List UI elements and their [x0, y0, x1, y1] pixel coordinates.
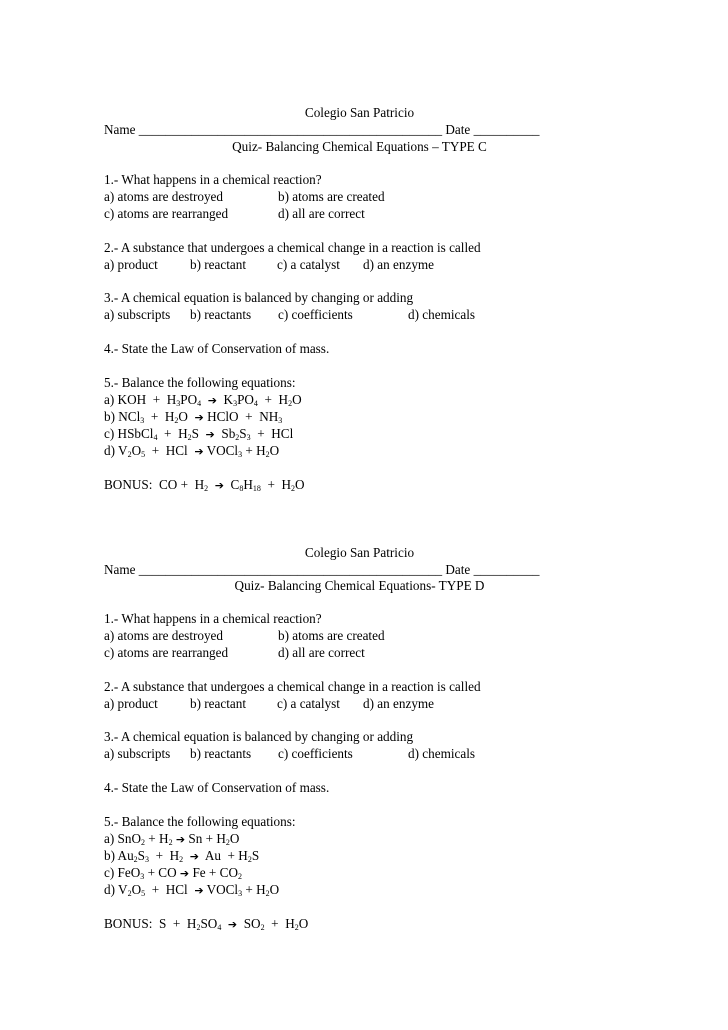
question-5: 5.- Balance the following equations: [104, 814, 296, 829]
equation-text: S [239, 426, 247, 441]
subscript: 2 [174, 416, 179, 425]
equation-text: O [298, 916, 309, 931]
question-3: 3.- A chemical equation is balanced by changing or adding [104, 290, 414, 305]
equation-text: + H [264, 916, 295, 931]
equation-text [201, 392, 208, 407]
subscript: 5 [141, 889, 146, 898]
question-2: 2.- A substance that undergoes a chemical change in a reaction is called [104, 240, 481, 255]
question-3: 3.- A chemical equation is balanced by changing or adding [104, 729, 414, 744]
subscript: 4 [253, 399, 258, 408]
equation-text: O [295, 477, 305, 492]
equation-text: Sn + H [185, 831, 226, 846]
subscript: 2 [127, 450, 132, 459]
subscript: 2 [247, 855, 252, 864]
arrow-right-icon: ➔ [207, 394, 217, 407]
question-1-options-row-1 [104, 628, 385, 644]
equation-text: a) SnO [104, 831, 141, 846]
arrow-right-icon: ➔ [214, 479, 224, 492]
option-a: a) atoms are destroyed [104, 189, 224, 204]
equation-text: + HCl [145, 443, 195, 458]
equation-text: BONUS: S + H [104, 916, 197, 931]
equation-text: + H [149, 848, 180, 863]
name-date-line: Name ______________________________________________ Date __________ [104, 122, 540, 137]
equation-text: + H [144, 409, 175, 424]
question-2-options [104, 696, 434, 712]
arrow-right-icon: ➔ [205, 428, 215, 441]
equation-text: PO [180, 392, 198, 407]
school-name: Colegio San Patricio [304, 545, 415, 560]
equation-text: d) V [104, 882, 128, 897]
subscript: 2 [288, 399, 293, 408]
question-4: 4.- State the Law of Conservation of mass. [104, 780, 330, 795]
equation-line [104, 392, 302, 409]
subscript: 2 [187, 433, 192, 442]
equation-text: BONUS: CO + H [104, 477, 205, 492]
option-d: d) all are correct [278, 645, 365, 660]
option-c: c) a catalyst [277, 696, 340, 711]
subscript: 2 [133, 855, 138, 864]
subscript: 18 [252, 484, 261, 493]
option-d: d) an enzyme [363, 696, 435, 711]
subscript: 3 [246, 433, 251, 442]
equation-text: + H [242, 443, 266, 458]
option-d: d) chemicals [408, 746, 476, 761]
option-c: c) atoms are rearranged [104, 645, 229, 660]
option-c: c) a catalyst [277, 257, 340, 272]
subscript: 2 [225, 838, 230, 847]
subscript: 2 [235, 433, 240, 442]
question-5: 5.- Balance the following equations: [104, 375, 296, 390]
equation-text: d) V [104, 443, 128, 458]
equation-text: c) FeO [104, 865, 141, 880]
equation-text: + H [242, 882, 266, 897]
equation-text: O [131, 443, 142, 458]
equation-text: a) KOH + H [104, 392, 177, 407]
equation-line [104, 882, 279, 899]
option-b: b) reactants [190, 746, 252, 761]
bonus-equation [104, 477, 305, 494]
option-b: b) atoms are created [278, 189, 385, 204]
option-d: d) an enzyme [363, 257, 435, 272]
option-b: b) atoms are created [278, 628, 385, 643]
equation-text: b) Au [104, 848, 134, 863]
question-1-options-row-2 [104, 645, 365, 661]
question-3-options [104, 746, 475, 762]
subscript: 5 [141, 450, 146, 459]
subscript: 2 [265, 450, 270, 459]
equation-text: C [223, 477, 240, 492]
equation-text: K [216, 392, 234, 407]
arrow-right-icon: ➔ [227, 918, 238, 931]
question-1: 1.- What happens in a chemical reaction? [104, 172, 322, 187]
equation-text: + HCl [250, 426, 294, 441]
equation-text: b) NCl [104, 409, 141, 424]
equation-text: VOCl [203, 443, 239, 458]
subscript: 2 [179, 855, 184, 864]
option-b: b) reactant [190, 257, 247, 272]
subscript: 2 [294, 923, 299, 932]
option-b: b) reactants [190, 307, 252, 322]
equation-text: SO [237, 916, 261, 931]
equation-line [104, 409, 282, 426]
arrow-right-icon: ➔ [194, 884, 204, 897]
equation-text: + H [257, 392, 289, 407]
subscript: 3 [140, 416, 145, 425]
equation-text: O [131, 882, 142, 897]
arrow-right-icon: ➔ [179, 867, 190, 880]
subscript: 3 [238, 450, 243, 459]
question-2: 2.- A substance that undergoes a chemical change in a reaction is called [104, 679, 481, 694]
equation-text: + CO [144, 865, 180, 880]
subscript: 3 [145, 855, 150, 864]
arrow-right-icon: ➔ [189, 850, 199, 863]
question-4: 4.- State the Law of Conservation of mass. [104, 341, 330, 356]
equation-text: S [137, 848, 146, 863]
option-a: a) subscripts [104, 746, 171, 761]
question-1-options-row-2 [104, 206, 365, 222]
equation-text: Sb [214, 426, 236, 441]
bonus-equation [104, 916, 308, 933]
quiz-title: Quiz- Balancing Chemical Equations- TYPE D [234, 578, 485, 593]
option-c: c) coefficients [278, 746, 353, 761]
subscript: 8 [239, 484, 244, 493]
equation-text [183, 848, 190, 863]
question-2-options [104, 257, 434, 273]
equation-text: + HCl [145, 882, 195, 897]
subscript: 3 [238, 889, 243, 898]
question-3-options [104, 307, 475, 323]
equation-text: c) HSbCl [104, 426, 154, 441]
option-a: a) subscripts [104, 307, 171, 322]
subscript: 2 [291, 484, 296, 493]
arrow-right-icon: ➔ [194, 411, 204, 424]
option-a: a) product [104, 257, 158, 272]
equation-text: H [243, 477, 253, 492]
option-d: d) all are correct [278, 206, 365, 221]
option-c: c) atoms are rearranged [104, 206, 229, 221]
subscript: 2 [260, 923, 265, 932]
equation-text [208, 477, 215, 492]
equation-text: HClO + NH [203, 409, 279, 424]
equation-text [221, 916, 228, 931]
equation-text: PO [237, 392, 254, 407]
subscript: 2 [265, 889, 270, 898]
equation-text: + H [157, 426, 188, 441]
subscript: 3 [176, 399, 181, 408]
equation-text: + H [260, 477, 292, 492]
equation-line [104, 831, 239, 848]
subscript: 2 [168, 838, 173, 847]
subscript: 4 [153, 433, 158, 442]
equation-line [104, 443, 279, 460]
equation-line [104, 848, 259, 865]
subscript: 3 [233, 399, 238, 408]
equation-line [104, 426, 293, 443]
equation-text: + H [145, 831, 169, 846]
subscript: 4 [217, 923, 222, 932]
subscript: 2 [204, 484, 209, 493]
option-c: c) coefficients [278, 307, 353, 322]
subscript: 2 [141, 838, 145, 847]
equation-text: O [269, 443, 280, 458]
equation-text: S [191, 426, 206, 441]
quiz-title: Quiz- Balancing Chemical Equations – TYPE C [232, 139, 487, 154]
equation-text: O [229, 831, 240, 846]
option-b: b) reactant [190, 696, 247, 711]
arrow-right-icon: ➔ [194, 445, 204, 458]
equation-text: Au + H [198, 848, 248, 863]
question-1: 1.- What happens in a chemical reaction? [104, 611, 322, 626]
equation-text: O [292, 392, 302, 407]
question-1-options-row-1 [104, 189, 385, 205]
equation-text: SO [200, 916, 218, 931]
equation-line [104, 865, 242, 882]
subscript: 3 [278, 416, 283, 425]
option-d: d) chemicals [408, 307, 476, 322]
subscript: 3 [140, 872, 145, 881]
subscript: 2 [127, 889, 132, 898]
equation-text: O [269, 882, 280, 897]
equation-text: VOCl [203, 882, 239, 897]
subscript: 4 [197, 399, 202, 408]
name-date-line: Name ______________________________________________ Date __________ [104, 562, 540, 577]
subscript: 2 [196, 923, 201, 932]
arrow-right-icon: ➔ [175, 833, 186, 846]
subscript: 2 [237, 872, 242, 881]
school-name: Colegio San Patricio [304, 105, 415, 120]
equation-text: Fe + CO [189, 865, 238, 880]
equation-text: O [178, 409, 195, 424]
option-a: a) atoms are destroyed [104, 628, 224, 643]
equation-text: S [251, 848, 260, 863]
option-a: a) product [104, 696, 158, 711]
